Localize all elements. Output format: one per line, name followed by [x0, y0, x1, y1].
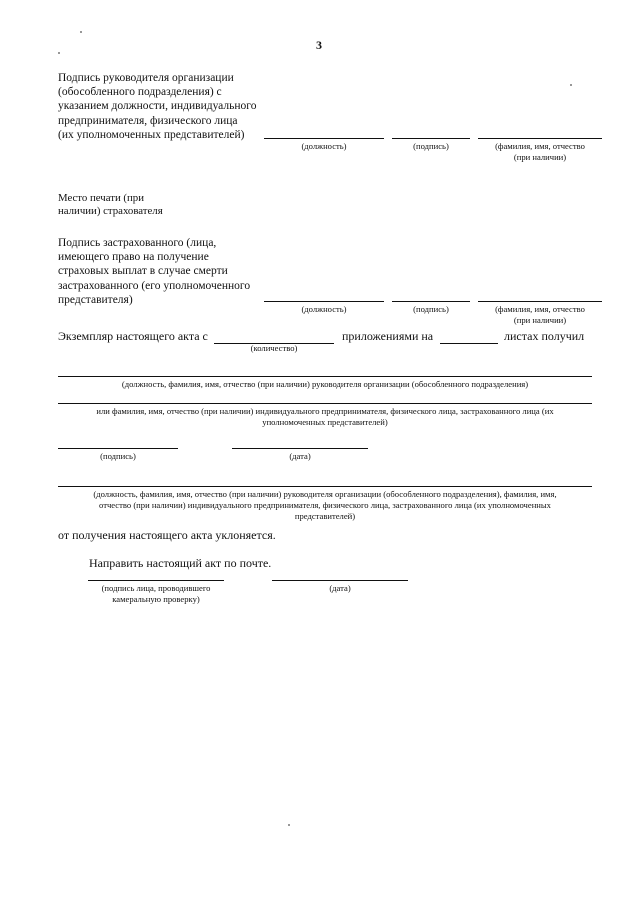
- position-line[interactable]: [264, 138, 384, 139]
- head-signature-label: [58, 71, 268, 142]
- caption-inspector: [72, 583, 240, 605]
- refusal-text: от получения настоящего акта уклоняется.: [58, 528, 276, 542]
- copy-received-text: Экземпляр настоящего акта с: [58, 329, 208, 343]
- caption-date: (дата): [289, 451, 311, 461]
- scan-speck: [58, 52, 60, 54]
- caption-position: (должность): [301, 141, 347, 151]
- caption-line: (должность, фамилия, имя, отчество (при наличии) руководителя организации (обособленного подразделения), фамилия, имя,: [93, 489, 557, 499]
- caption-line: отчество (при наличии) индивидуального предпринимателя, физического лица, застрахованного лица (их уполномоченных: [99, 500, 551, 510]
- insured-signature-label: [58, 236, 268, 307]
- caption-signature: (подпись): [413, 304, 449, 314]
- caption-line: (подпись лица, проводившего: [101, 583, 211, 593]
- mail-instruction: Направить настоящий акт по почте.: [89, 556, 272, 570]
- label-line: Подпись застрахованного (лица,: [58, 237, 217, 249]
- label-line: (обособленного подразделения) с: [58, 86, 222, 99]
- label-line: страховых выплат в случае смерти: [58, 265, 228, 278]
- label-line: указанием должности, индивидуального: [58, 100, 257, 113]
- caption-signature: (подпись): [100, 451, 136, 461]
- caption-quantity: (количество): [250, 343, 298, 353]
- caption-line: (при наличии): [513, 315, 567, 325]
- date-line[interactable]: [272, 580, 408, 581]
- caption-name: [478, 141, 602, 163]
- signature-line[interactable]: [392, 138, 470, 139]
- label-line: предпринимателя, физического лица: [58, 114, 238, 127]
- refusal-name-line[interactable]: [58, 486, 592, 487]
- name-line[interactable]: [478, 138, 602, 139]
- caption-or-line: [58, 406, 592, 428]
- caption-name: [478, 304, 602, 326]
- seal-place-label: [58, 192, 163, 218]
- label-line: наличии) страхователя: [58, 205, 163, 217]
- label-line: представителя): [58, 293, 133, 306]
- sheets-line[interactable]: [440, 343, 498, 344]
- sheets-received-text: листах получил: [504, 329, 585, 343]
- label-line: Место печати (при: [58, 192, 144, 204]
- attachments-text: приложениями на: [342, 329, 434, 343]
- label-line: Подпись руководителя организации: [58, 72, 234, 84]
- caption-line: (фамилия, имя, отчество: [495, 304, 585, 314]
- label-line: (их уполномоченных представителей): [58, 128, 245, 141]
- caption-signature: (подпись): [413, 141, 449, 151]
- caption-line: камеральную проверку): [112, 594, 200, 604]
- label-line: застрахованного (его уполномоченного: [58, 279, 251, 292]
- caption-position: (должность): [301, 304, 347, 314]
- scan-speck: [288, 824, 290, 826]
- caption-line: или фамилия, имя, отчество (при наличии) индивидуального предпринимателя, физического лица, застрахованного лица (их: [96, 406, 554, 416]
- caption-refusal: [58, 489, 592, 522]
- scan-speck: [570, 84, 572, 86]
- caption-line: уполномоченных представителей): [262, 417, 388, 427]
- signature-line[interactable]: [392, 301, 470, 302]
- page-number: 3: [316, 38, 322, 52]
- label-line: имеющего право на получение: [58, 251, 209, 264]
- inspector-signature-line[interactable]: [88, 580, 224, 581]
- position-line[interactable]: [264, 301, 384, 302]
- caption-date: (дата): [329, 583, 351, 593]
- date-line[interactable]: [232, 448, 368, 449]
- scan-speck: [80, 31, 82, 33]
- caption-head-line: (должность, фамилия, имя, отчество (при наличии) руководителя организации (обособленного подразделения): [121, 379, 529, 389]
- caption-line: представителей): [294, 511, 356, 521]
- caption-line: (фамилия, имя, отчество: [495, 141, 585, 151]
- head-name-line[interactable]: [58, 376, 592, 377]
- caption-line: (при наличии): [513, 152, 567, 162]
- name-line[interactable]: [478, 301, 602, 302]
- signature-line[interactable]: [58, 448, 178, 449]
- other-name-line[interactable]: [58, 403, 592, 404]
